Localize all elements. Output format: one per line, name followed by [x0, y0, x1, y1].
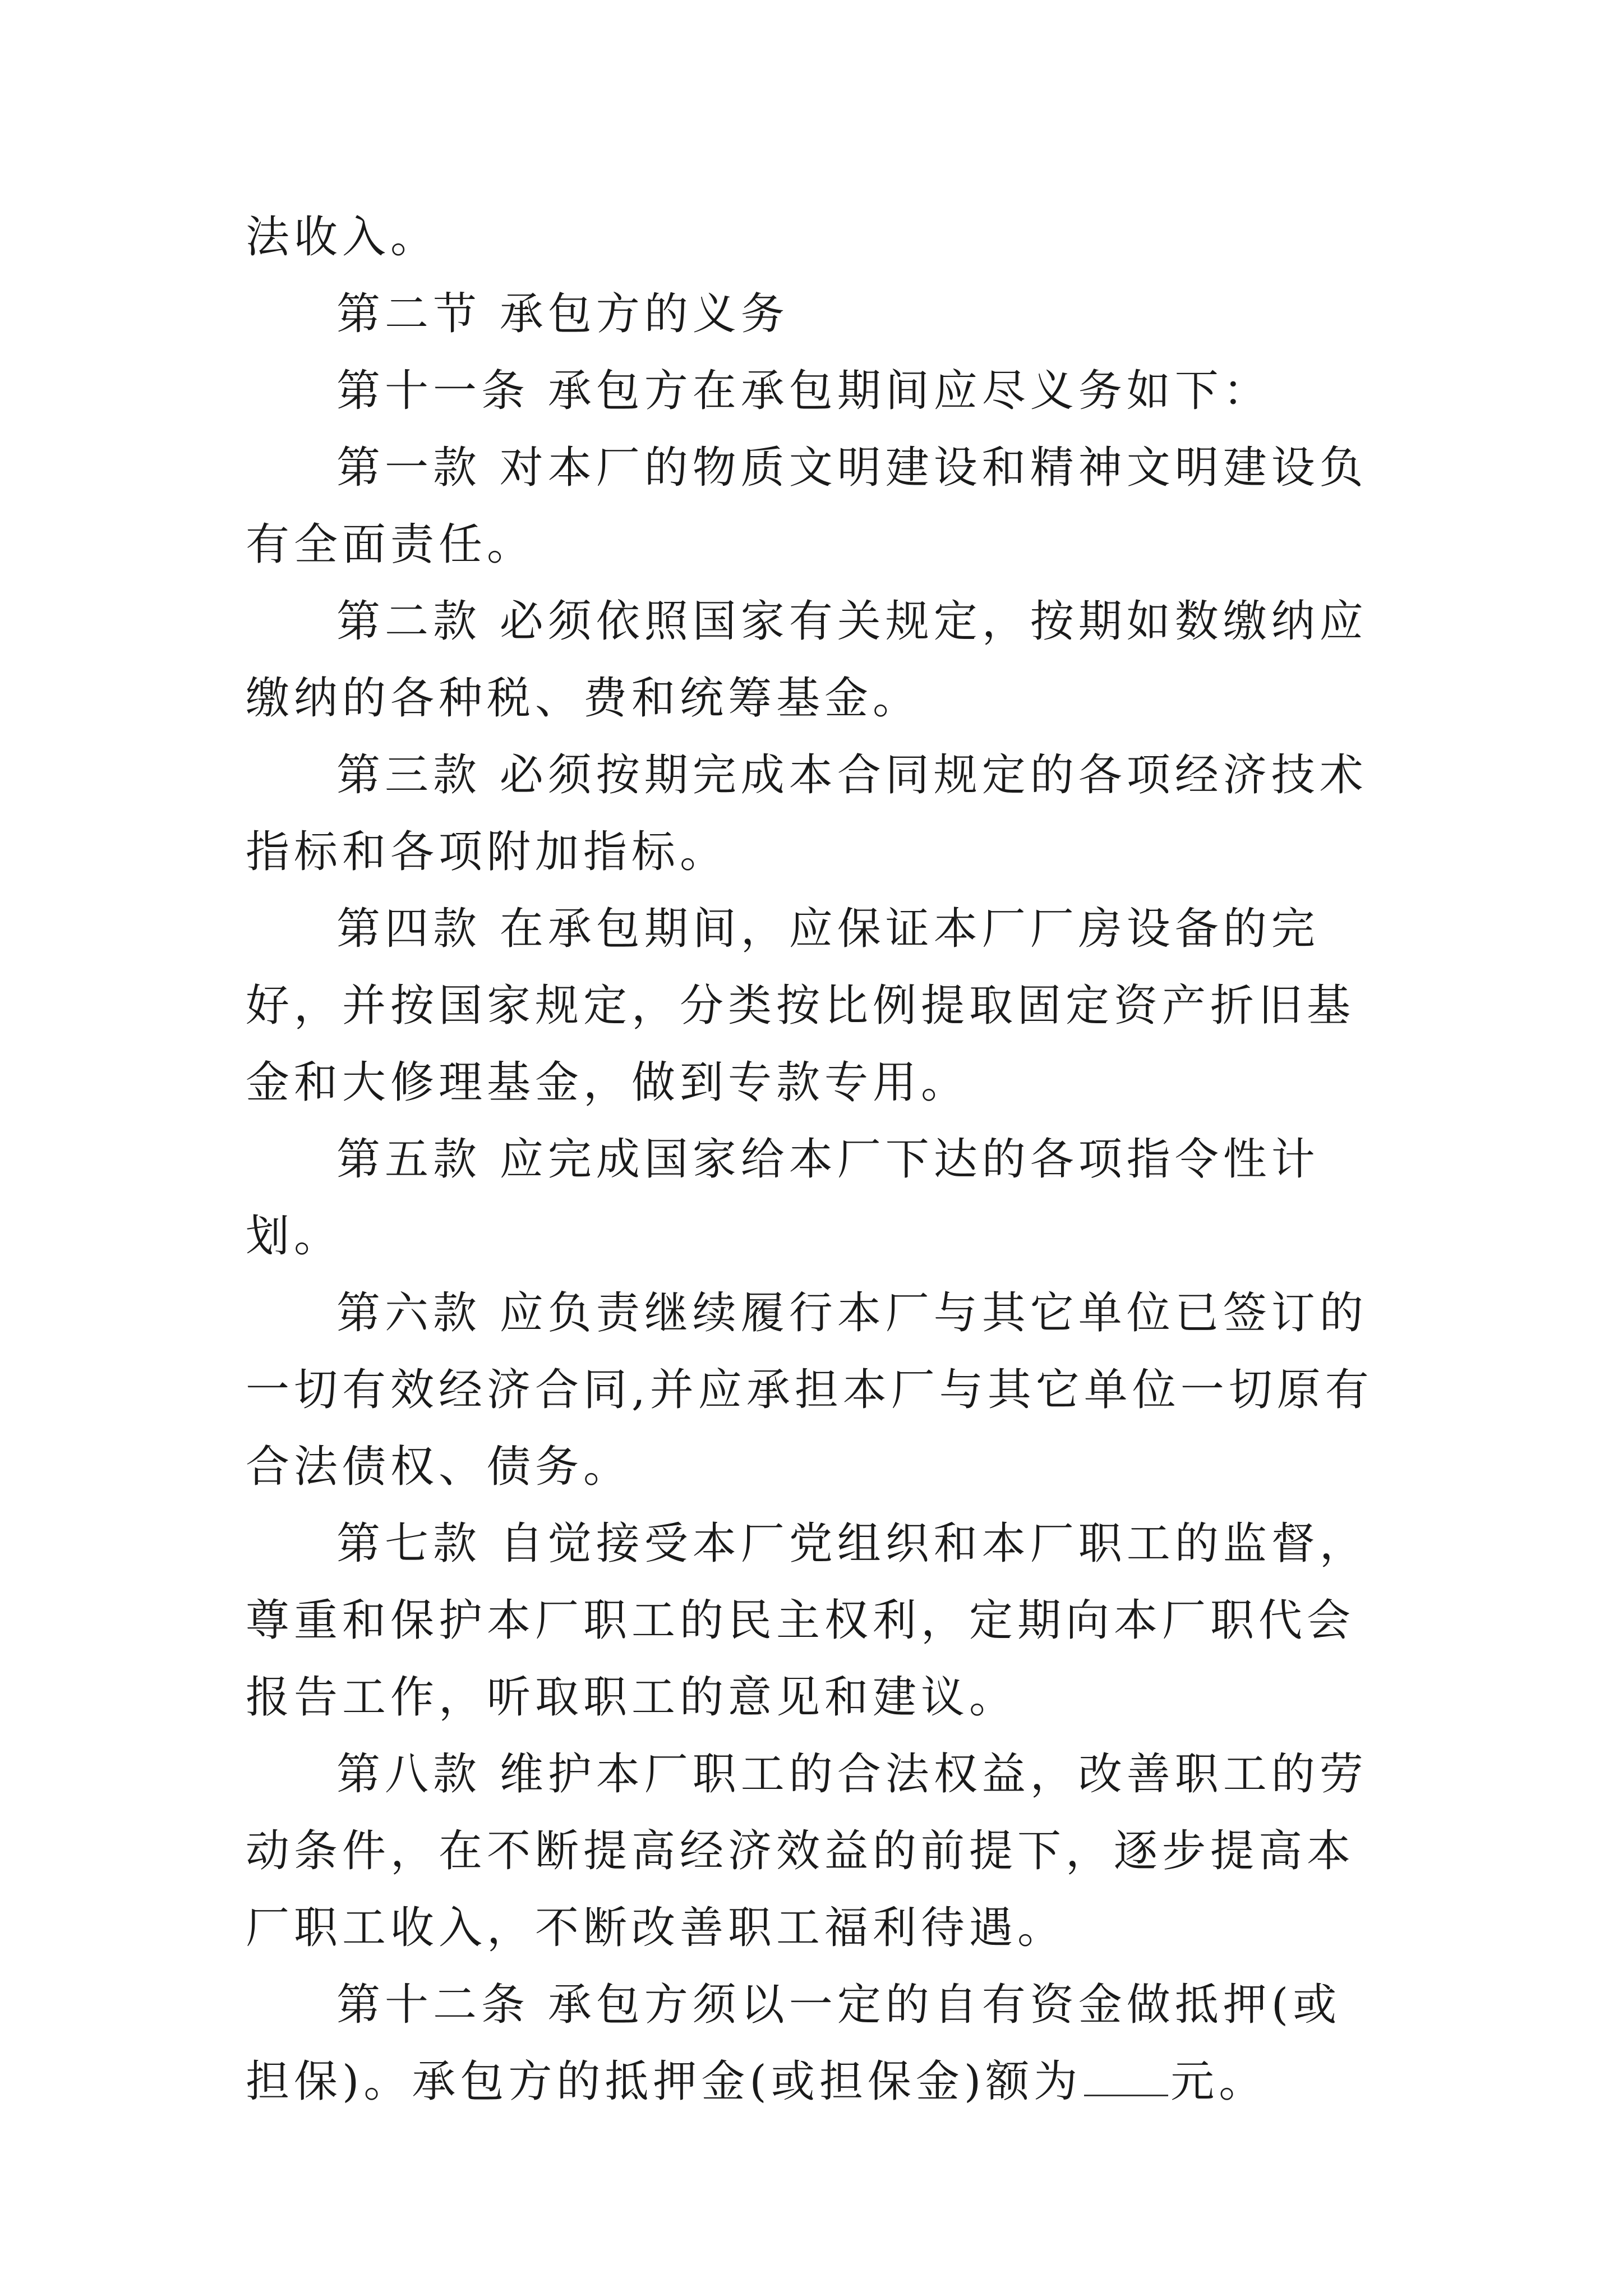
document-body [246, 199, 1384, 2120]
clause-1: 第一款 对本厂的物质文明建设和精神文明建设负有全面责任。 [246, 443, 1368, 570]
clause-3: 第三款 必须按期完成本合同规定的各项经济技术指标和各项附加指标。 [246, 750, 1368, 877]
paragraph-continuation: 法收入。 [246, 212, 439, 263]
article-12-text: 第十二条 承包方须以一定的自有资金做抵押(或担保)。承包方的抵押金(或担保金)额为 [246, 1980, 1341, 2107]
clause-4: 第四款 在承包期间，应保证本厂厂房设备的完好，并按国家规定，分类按比例提取固定资产折旧基金和大修理基金，做到专款专用。 [246, 904, 1355, 1108]
clause-8: 第八款 维护本厂职工的合法权益，改善职工的劳动条件，在不断提高经济效益的前提下，逐步提高本厂职工收入，不断改善职工福利待遇。 [246, 1749, 1368, 1953]
article-11: 第十一条 承包方在承包期间应尽义务如下： [336, 366, 1271, 416]
article-12-suffix: 元。 [1170, 2056, 1267, 2107]
amount-blank [1084, 2055, 1168, 2096]
clause-6: 第六款 应负责继续履行本厂与其它单位已签订的一切有效经济合同,并应承担本厂与其它单位一切原有合法债权、债务。 [246, 1288, 1373, 1492]
clause-2: 第二款 必须依照国家有关规定，按期如数缴纳应缴纳的各种税、费和统筹基金。 [246, 596, 1368, 724]
clause-7: 第七款 自觉接受本厂党组织和本厂职工的监督，尊重和保护本厂职工的民主权利，定期向本厂职代会报告工作，听取职工的意见和建议。 [246, 1519, 1368, 1723]
clause-5: 第五款 应完成国家给本厂下达的各项指令性计划。 [246, 1134, 1320, 1262]
section-heading: 第二节 承包方的义务 [336, 289, 789, 339]
article-12 [246, 1967, 1384, 2120]
